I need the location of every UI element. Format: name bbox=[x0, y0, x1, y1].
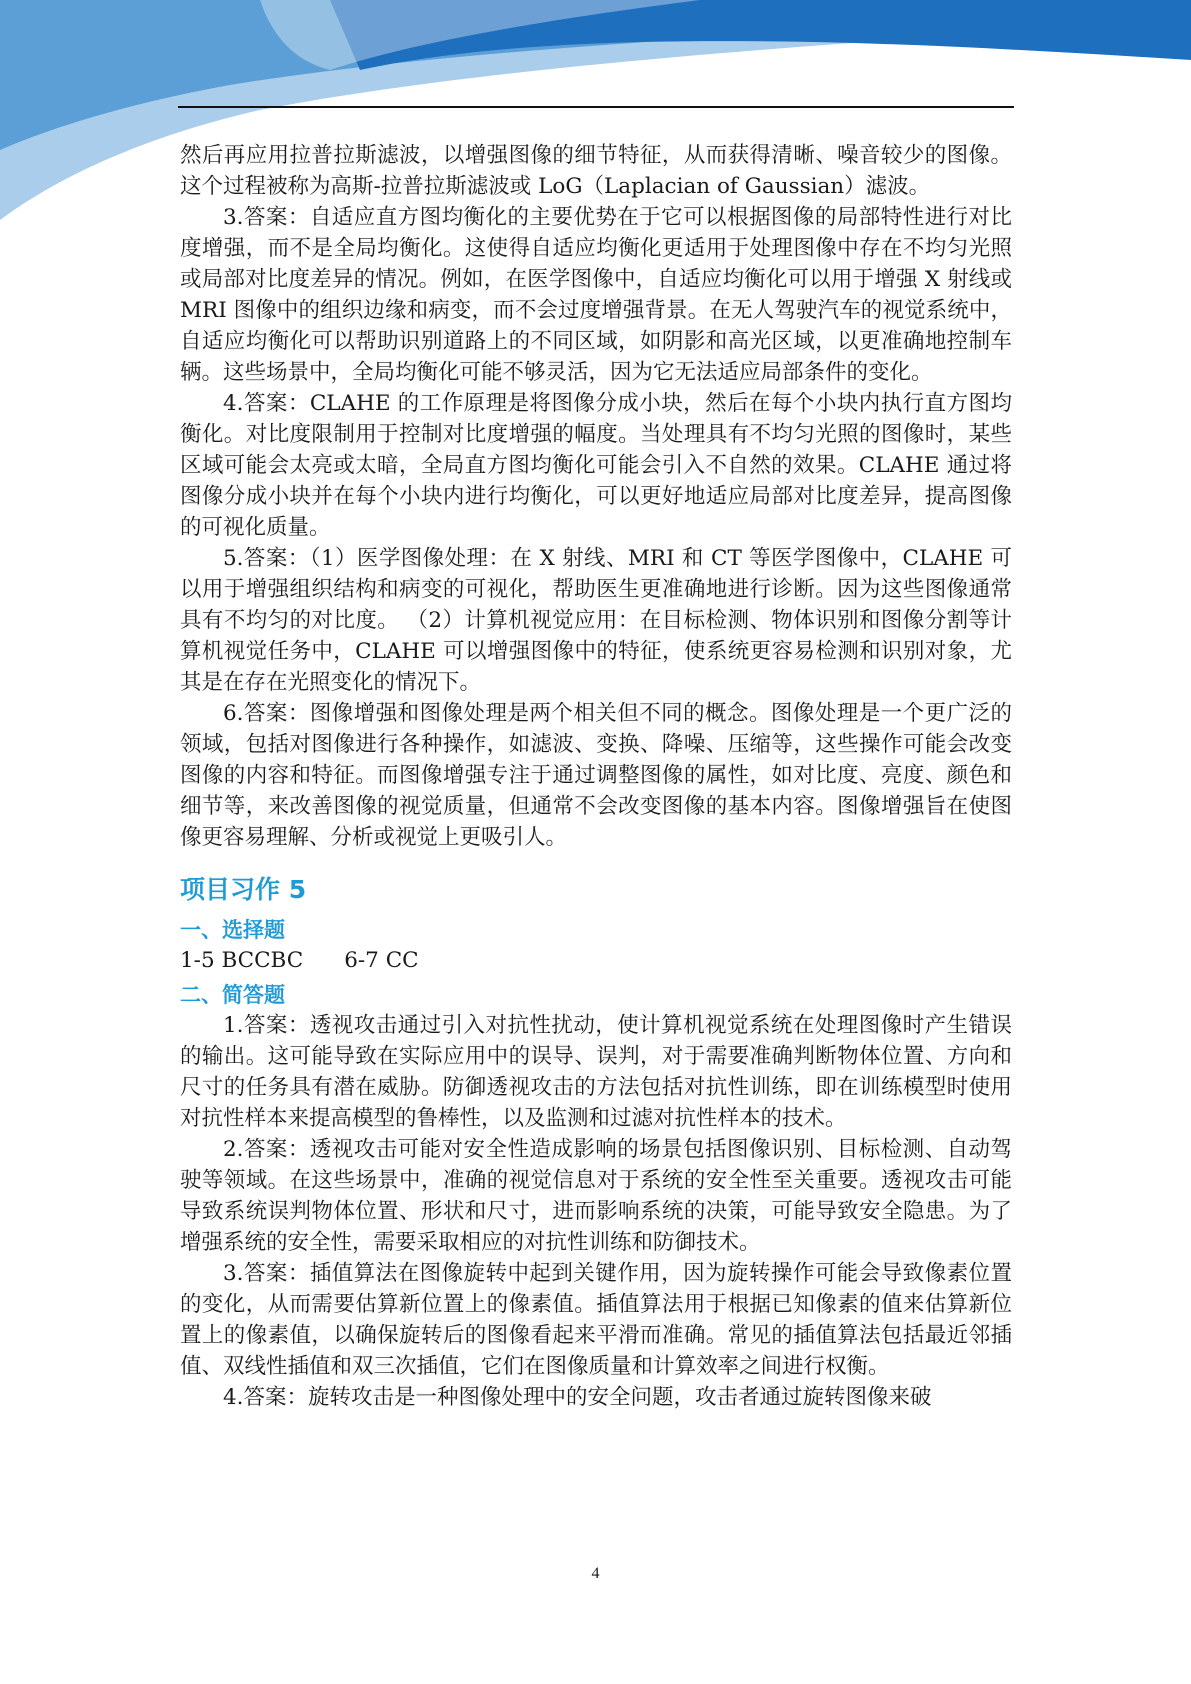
short-answer-4: 4.答案：旋转攻击是一种图像处理中的安全问题，攻击者通过旋转图像来破 bbox=[223, 1385, 932, 1410]
answer-paragraph-6: 6.答案：图像增强和图像处理是两个相关但不同的概念。图像处理是一个更广泛的领域，包括对图像进行各种操作，如滤波、变换、降噪、压缩等，这些操作可能会改变图像的内容和特征。而图像增强专注于通过调整图像的属性，如对比度、亮度、颜色和细节等，来改善图像的视觉质量，但通常不会改变图像的基本内容。图像增强旨在使图像更容易理解、分析或视觉上更吸引人。 bbox=[180, 701, 1012, 850]
section-title: 项目习作 5 bbox=[180, 875, 307, 904]
answer-paragraph-5: 5.答案：（1）医学图像处理：在 X 射线、MRI 和 CT 等医学图像中，CLAHE 可以用于增强组织结构和病变的可视化，帮助医生更准确地进行诊断。因为这些图像通常具有不均匀的对比度。 （2）计算机视觉应用：在目标检测、物体识别和图像分割等计算机视觉任务中，CLAHE 可以增强图像中的特征，使系统更容易检测和识别对象，尤其是在存在光照变化的情况下。 bbox=[180, 546, 1012, 695]
short-answer-heading: 二、简答题 bbox=[180, 983, 285, 1007]
page-content bbox=[180, 140, 1012, 1413]
choice-answers-1-5: 1-5 BCCBC bbox=[180, 948, 304, 973]
header-rule bbox=[178, 106, 1014, 108]
choice-answers-6-7: 6-7 CC bbox=[344, 948, 419, 973]
short-answer-1: 1.答案：透视攻击通过引入对抗性扰动，使计算机视觉系统在处理图像时产生错误的输出。这可能导致在实际应用中的误导、误判，对于需要准确判断物体位置、方向和尺寸的任务具有潜在威胁。防御透视攻击的方法包括对抗性训练，即在训练模型时使用对抗性样本来提高模型的鲁棒性，以及监测和过滤对抗性样本的技术。 bbox=[180, 1013, 1012, 1131]
choice-answers bbox=[180, 945, 1012, 976]
answer-paragraph-4: 4.答案：CLAHE 的工作原理是将图像分成小块，然后在每个小块内执行直方图均衡化。对比度限制用于控制对比度增强的幅度。当处理具有不均匀光照的图像时，某些区域可能会太亮或太暗，全局直方图均衡化可能会引入不自然的效果。CLAHE 通过将图像分成小块并在每个小块内进行均衡化，可以更好地适应局部对比度差异，提高图像的可视化质量。 bbox=[180, 391, 1012, 540]
short-answer-3: 3.答案：插值算法在图像旋转中起到关键作用，因为旋转操作可能会导致像素位置的变化，从而需要估算新位置上的像素值。插值算法用于根据已知像素的值来估算新位置上的像素值，以确保旋转后的图像看起来平滑而准确。常见的插值算法包括最近邻插值、双线性插值和双三次插值，它们在图像质量和计算效率之间进行权衡。 bbox=[180, 1261, 1012, 1379]
short-answer-2: 2.答案：透视攻击可能对安全性造成影响的场景包括图像识别、目标检测、自动驾驶等领域。在这些场景中，准确的视觉信息对于系统的安全性至关重要。透视攻击可能导致系统误判物体位置、形状和尺寸，进而影响系统的决策，可能导致安全隐患。为了增强系统的安全性，需要采取相应的对抗性训练和防御技术。 bbox=[180, 1137, 1012, 1255]
page-number: 4 bbox=[591, 1565, 600, 1582]
answer-paragraph-3: 3.答案：自适应直方图均衡化的主要优势在于它可以根据图像的局部特性进行对比度增强，而不是全局均衡化。这使得自适应均衡化更适用于处理图像中存在不均匀光照或局部对比度差异的情况。例如，在医学图像中，自适应均衡化可以用于增强 X 射线或 MRI 图像中的组织边缘和病变，而不会过度增强背景。在无人驾驶汽车的视觉系统中，自适应均衡化可以帮助识别道路上的不同区域，如阴影和高光区域，以更准确地控制车辆。这些场景中，全局均衡化可能不够灵活，因为它无法适应局部条件的变化。 bbox=[180, 205, 1012, 385]
choice-heading: 一、选择题 bbox=[180, 918, 285, 942]
paragraph-continued: 然后再应用拉普拉斯滤波，以增强图像的细节特征，从而获得清晰、噪音较少的图像。这个过程被称为高斯-拉普拉斯滤波或 LoG（Laplacian of Gaussian）滤波。 bbox=[180, 143, 1012, 199]
